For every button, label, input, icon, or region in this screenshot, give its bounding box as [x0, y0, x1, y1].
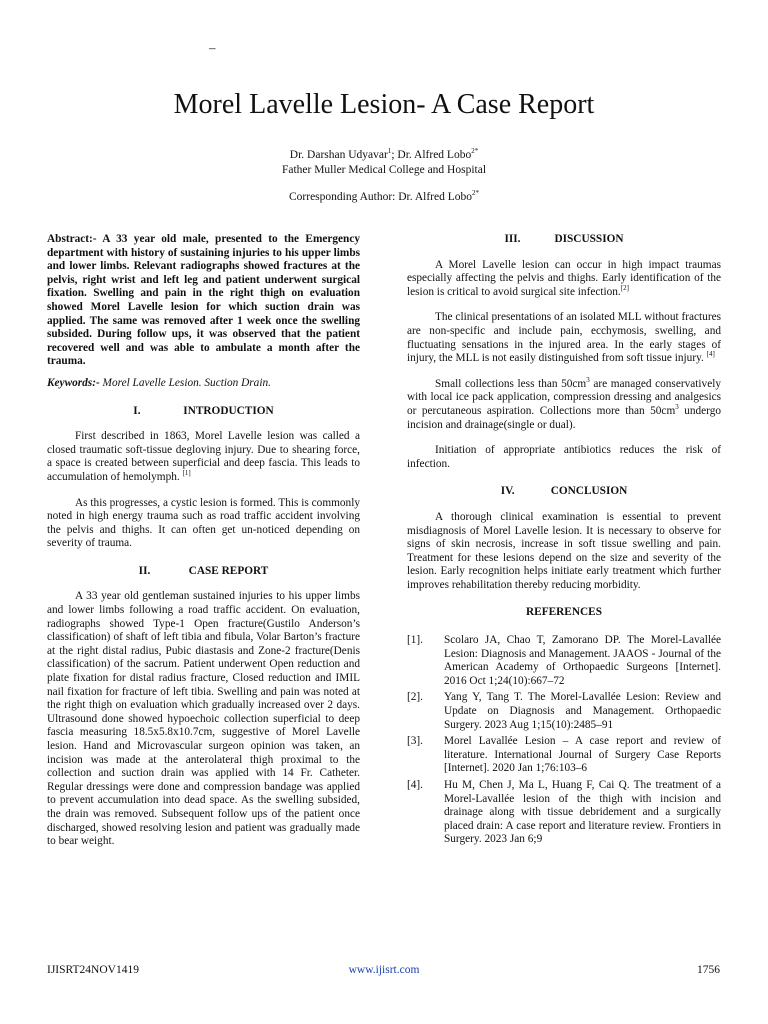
author-affiliation: Father Muller Medical College and Hospital [281, 164, 487, 176]
corresponding-author: Corresponding Author: Dr. Alfred Lobo$^{2*}$ [288, 189, 480, 203]
author-block [0, 148, 768, 205]
left-column [47, 233, 360, 849]
conclusion-paragraph: A thorough clinical examination is essential to prevent misdiagnosis of Morel Lavelle lesion. It is necessary to observe for signs of skin necrosis, increase in soft tissue swelling and pain. Treatment for these lesions depend on the size and severity of the lesion. Early recognition helps initiate early treatment which further improves rehabilitation thereby reducing morbidity. [407, 510, 721, 591]
reference-list [407, 634, 721, 847]
reference-item: [2]. Yang Y, Tang T. The Morel-Lavallée Lesion: Review and Update on Diagnosis and Management. Orthopaedic Surgery. 2023 Aug 1;15(10):2485–91 [407, 691, 721, 731]
abstract: Abstract:- A 33 year old male, presented to the Emergency department with history of sustaining injuries to his upper limbs and lower limbs. Relevant radiographs showed fractures at the pelvis, right wrist and left leg and patient underwent surgical fixation. Swelling and pain in the right thigh on evaluation showed Morel Lavelle lesion for which suction drain was applied. The same was removed after 1 week once the swelling subsided. During follow ups, it was observed that the patient recovered well and was able to ambulate a month after the trauma. [47, 233, 360, 368]
discussion-paragraph: Initiation of appropriate antibiotics reduces the risk of infection. [407, 444, 721, 470]
reference-item: [3]. Morel Lavallée Lesion – A case report and review of literature. International Journal of Surgery Case Reports [Internet]. 2020 Jan 1;76:103–6 [407, 735, 721, 775]
header-dash: – [209, 40, 216, 55]
author-names: Dr. Darshan Udyavar$^1$; Dr. Alfred Lobo$^{2*}$ [289, 147, 479, 161]
section-heading-conclusion: IV. CONCLUSION [500, 485, 628, 498]
right-column [407, 233, 721, 850]
references-heading: REFERENCES [526, 606, 602, 619]
introduction-paragraph: First described in 1863, Morel Lavelle lesion was called a closed traumatic soft-tissue degloving injury. Due to shearing force, a space is created between superficial and deep fascia. This leads to accumulation of hemolymph. [1] [47, 430, 360, 483]
reference-item: [1]. Scolaro JA, Chao T, Zamorano DP. The Morel-Lavallée Lesion: Diagnosis and Management. JAAOS - Journal of the American Academy of Orthopaedic Surgeons [Internet]. 2016 Oct 1;24(10):667–72 [407, 634, 721, 687]
keywords: Keywords:- Morel Lavelle Lesion. Suction Drain. [47, 376, 271, 389]
section-heading-introduction: I. INTRODUCTION [133, 404, 274, 417]
paper-title: Morel Lavelle Lesion- A Case Report [173, 89, 595, 120]
introduction-paragraph: As this progresses, a cystic lesion is formed. This is commonly noted in high energy trauma such as road traffic accident involving the pelvis and thighs. It can often get un-noticed depending on severity of trauma. [47, 496, 360, 550]
section-heading-case-report: II. CASE REPORT [138, 564, 269, 577]
footer-page-number: 1756 [697, 964, 720, 976]
footer-paper-id: IJISRT24NOV1419 [47, 964, 139, 976]
footer-website-link[interactable]: www.ijisrt.com [348, 964, 420, 976]
discussion-paragraph: Small collections less than $50cm^3$ are managed conservatively with local ice pack application, compression dressing and analgesics or percutaneous aspiration. Collections more than $50cm^3$ undergo incision and drainage(single or dual). [407, 375, 722, 431]
reference-item: [4]. Hu M, Chen J, Ma L, Huang F, Cai Q. The treatment of a Morel-Lavallée lesion of the thigh with incision and drainage along with tissue debridement and a surgically placed drain: A case report and literature review. Frontiers in Surgery. 2023 Jan 6;9 [407, 779, 721, 846]
discussion-paragraph: A Morel Lavelle lesion can occur in high impact traumas especially affecting the pelvis and thighs. Early identification of the lesion is critical to avoid surgical site infection.[2] [407, 258, 721, 298]
section-heading-discussion: III. DISCUSSION [504, 233, 624, 245]
case-report-paragraph: A 33 year old gentleman sustained injuries to his upper limbs and lower limbs following a road traffic accident. On evaluation, radiographs showed Type-1 Open fracture(Gustilo Anderson’s classification) of shaft of left tibia and fibula, Volar Barton’s fracture at the right distal radius, Pubic diastasis and Zone-2 fracture(Denis classification) of the sacrum. Patient underwent Open reduction and plate fixation for distal radius fracture, Closed reduction and IMIL nail fixation for fracture of left tibia. Swelling and pain was noted at the right thigh on evaluation which gradually increased over 2 days. Ultrasound done showed hypoechoic collection superficial to deep fascia measuring 18.5x5.8x10.7cm, suggestive of Morel Lavelle lesion. Hand and Microvascular surgeon opinion was taken, an incision was made at the anterolateral thigh proximal to the collection and suction drain was applied with 14 Fr. Catheter. Regular dressings were done and compression bandage was applied to prevent accumulation into dead space. As the swelling subsided, the drain was removed. Subsequent follow ups of the patient once discharged, showed resolving lesion and patient was gradually made to bear weight. [47, 590, 360, 848]
discussion-paragraph: The clinical presentations of an isolated MLL without fractures are non-specific and include pain, ecchymosis, swelling, and fluctuating sensations in the injured area. In the early stages of injury, the MLL is not easily distinguished from soft tissue injury. [4] [407, 311, 721, 365]
